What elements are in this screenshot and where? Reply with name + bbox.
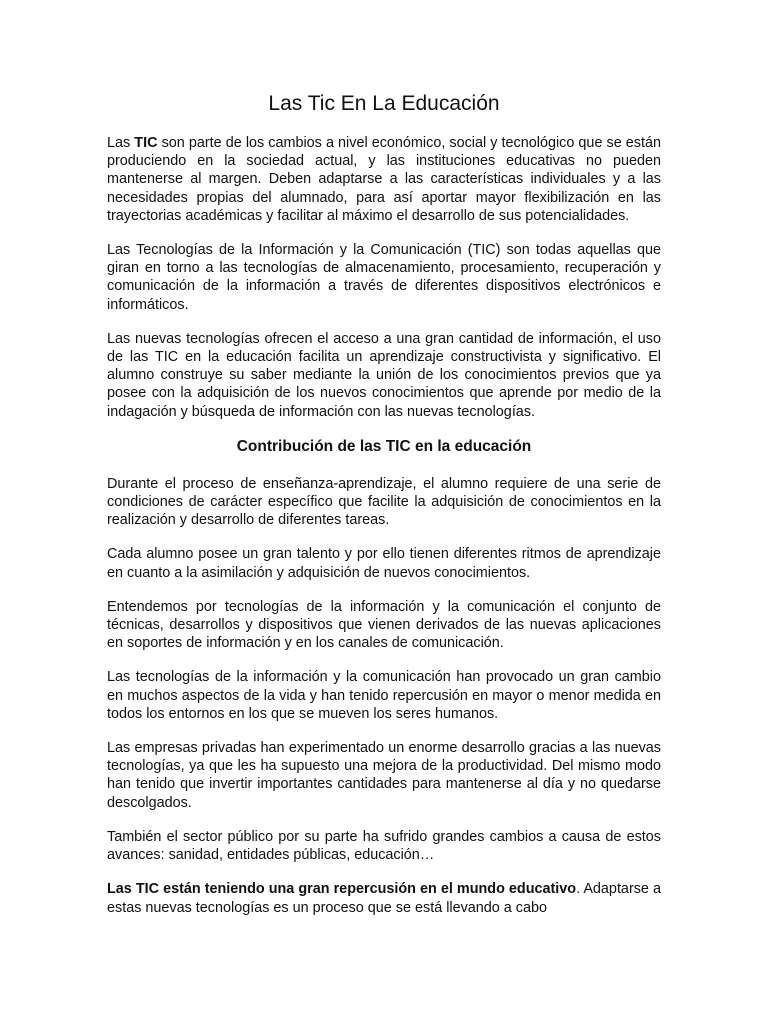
bold-statement: Las TIC están teniendo una gran repercusión en el mundo educativo (107, 881, 577, 898)
section-heading: Contribución de las TIC en la educación (236, 437, 532, 455)
bold-term-tic: TIC (134, 135, 158, 151)
paragraph-text: son parte de los cambios a nivel económico, social y tecnológico que se están produciendo en la sociedad actual, y las instituciones educativas no pueden mantenerse al margen. Deben adaptarse a las características individuales y a las necesidades propias del alumnado, para así aportar mayor flexibilización en las trayectorias académicas y facilitar al máximo el desarrollo de sus potencialidades. (107, 135, 662, 224)
paragraph-text: Las (107, 135, 135, 151)
document-page (107, 0, 661, 933)
paragraph-text: . Adaptarse a estas nuevas tecnologías es un proceso que se está llevando a cabo (107, 881, 661, 916)
paragraph-teaching-process: Durante el proceso de enseñanza-aprendizaje, el alumno requiere de una serie de condiciones de carácter específico que facilite la adquisición de conocimientos en la realización y desarrollo de diferentes tareas. (107, 475, 661, 529)
paragraph-student-talent: Cada alumno posee un gran talento y por ello tienen diferentes ritmos de aprendizaje en cuanto a la asimilación y adquisición de nuevos conocimientos. (107, 546, 661, 581)
paragraph-ict-change: Las tecnologías de la información y la comunicación han provocado un gran cambio en muchos aspectos de la vida y han tenido repercusión en mayor o menor medida en todos los entornos en los que se mueven los seres humanos. (107, 669, 661, 722)
paragraph-tic-definition: Las Tecnologías de la Información y la Comunicación (TIC) son todas aquellas que giran en torno a las tecnologías de almacenamiento, procesamiento, recuperación y comunicación de la información a través de diferentes dispositivos electrónicos e informáticos. (107, 242, 661, 313)
paragraph-private-companies: Las empresas privadas han experimentado un enorme desarrollo gracias a las nuevas tecnologías, ya que les ha supuesto una mejora de la productividad. Del mismo modo han tenido que invertir importantes cantidades para mantenerse al día y no quedarse descolgados. (107, 740, 661, 811)
paragraph-ict-meaning: Entendemos por tecnologías de la información y la comunicación el conjunto de técnicas, desarrollos y dispositivos que vienen derivados de las nuevas aplicaciones en soportes de información y en los canales de comunicación. (107, 598, 661, 652)
paragraph-new-technologies: Las nuevas tecnologías ofrecen el acceso a una gran cantidad de información, el uso de las TIC en la educación facilita un aprendizaje constructivista y significativo. El alumno construye su saber mediante la unión de los conocimientos previos que ya posee con la adquisición de los nuevos conocimientos que aprende por medio de la indagación y búsqueda de información con las nuevas tecnologías. (107, 330, 661, 420)
document-title: Las Tic En La Educación (268, 92, 500, 115)
paragraph-tic-intro (107, 134, 661, 225)
paragraph-public-sector: También el sector público por su parte ha sufrido grandes cambios a causa de estos avances: sanidad, entidades públicas, educación… (107, 828, 661, 864)
paragraph-educational-impact (107, 880, 661, 916)
